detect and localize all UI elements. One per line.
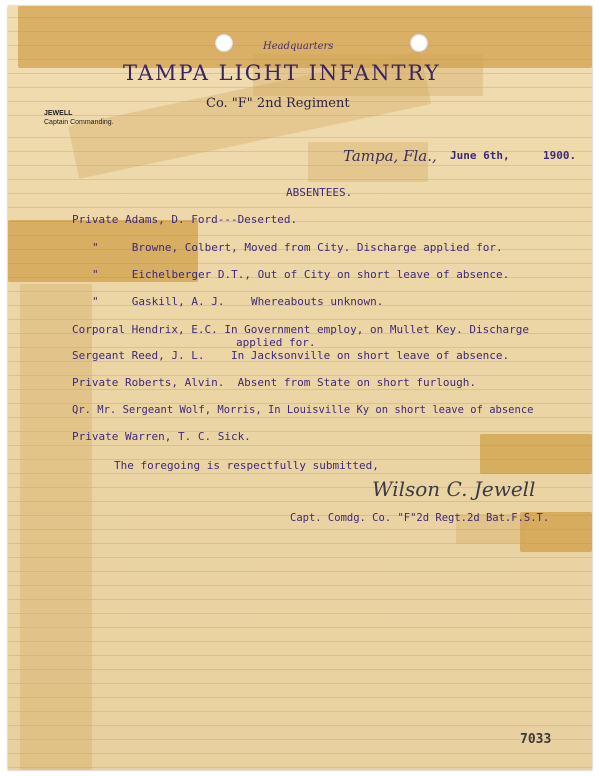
document-page <box>8 6 592 770</box>
letterhead-title: TAMPA LIGHT INFANTRY <box>123 61 441 85</box>
entry-wolf: Qr. Mr. Sergeant Wolf, Morris, In Louisville Ky on short leave of absence <box>72 404 534 416</box>
page-number: 7033 <box>520 732 552 747</box>
entry-eichelberger: " Eichelberger D.T., Out of City on short leave of absence. <box>92 268 510 281</box>
entry-gaskill: " Gaskill, A. J. Whereabouts unknown. <box>92 295 384 308</box>
signature-title: Capt. Comdg. Co. "F"2d Regt.2d Bat.F.S.T. <box>290 512 550 524</box>
captain-name: JEWELL <box>44 110 73 117</box>
captain-block <box>44 109 114 127</box>
dateline-date: June 6th, <box>450 149 510 162</box>
absentees-heading: ABSENTEES. <box>286 186 353 199</box>
entry-reed: Sergeant Reed, J. L. In Jacksonville on short leave of absence. <box>72 349 510 362</box>
entry-roberts: Private Roberts, Alvin. Absent from State on short furlough. <box>72 376 476 389</box>
tape-right-upper <box>480 434 592 474</box>
entry-warren: Private Warren, T. C. Sick. <box>72 430 251 443</box>
punch-hole-left <box>215 34 233 52</box>
headquarters-label: Headquarters <box>263 41 334 52</box>
entry-hendrix-cont: applied for. <box>236 336 316 349</box>
signature: Wilson C. Jewell <box>372 477 536 501</box>
entry-adams: Private Adams, D. Ford---Deserted. <box>72 213 298 226</box>
punch-hole-right <box>410 34 428 52</box>
letterhead-subtitle: Co. "F" 2nd Regiment <box>206 96 350 111</box>
dateline-year: 1900. <box>543 149 577 162</box>
dateline-place: Tampa, Fla., <box>343 147 437 165</box>
entry-hendrix: Corporal Hendrix, E.C. In Government employ, on Mullet Key. Discharge <box>72 323 529 336</box>
closing-line: The foregoing is respectfully submitted, <box>114 459 379 472</box>
captain-role: Captain Commanding. <box>44 119 114 126</box>
entry-browne: " Browne, Colbert, Moved from City. Discharge applied for. <box>92 241 503 254</box>
